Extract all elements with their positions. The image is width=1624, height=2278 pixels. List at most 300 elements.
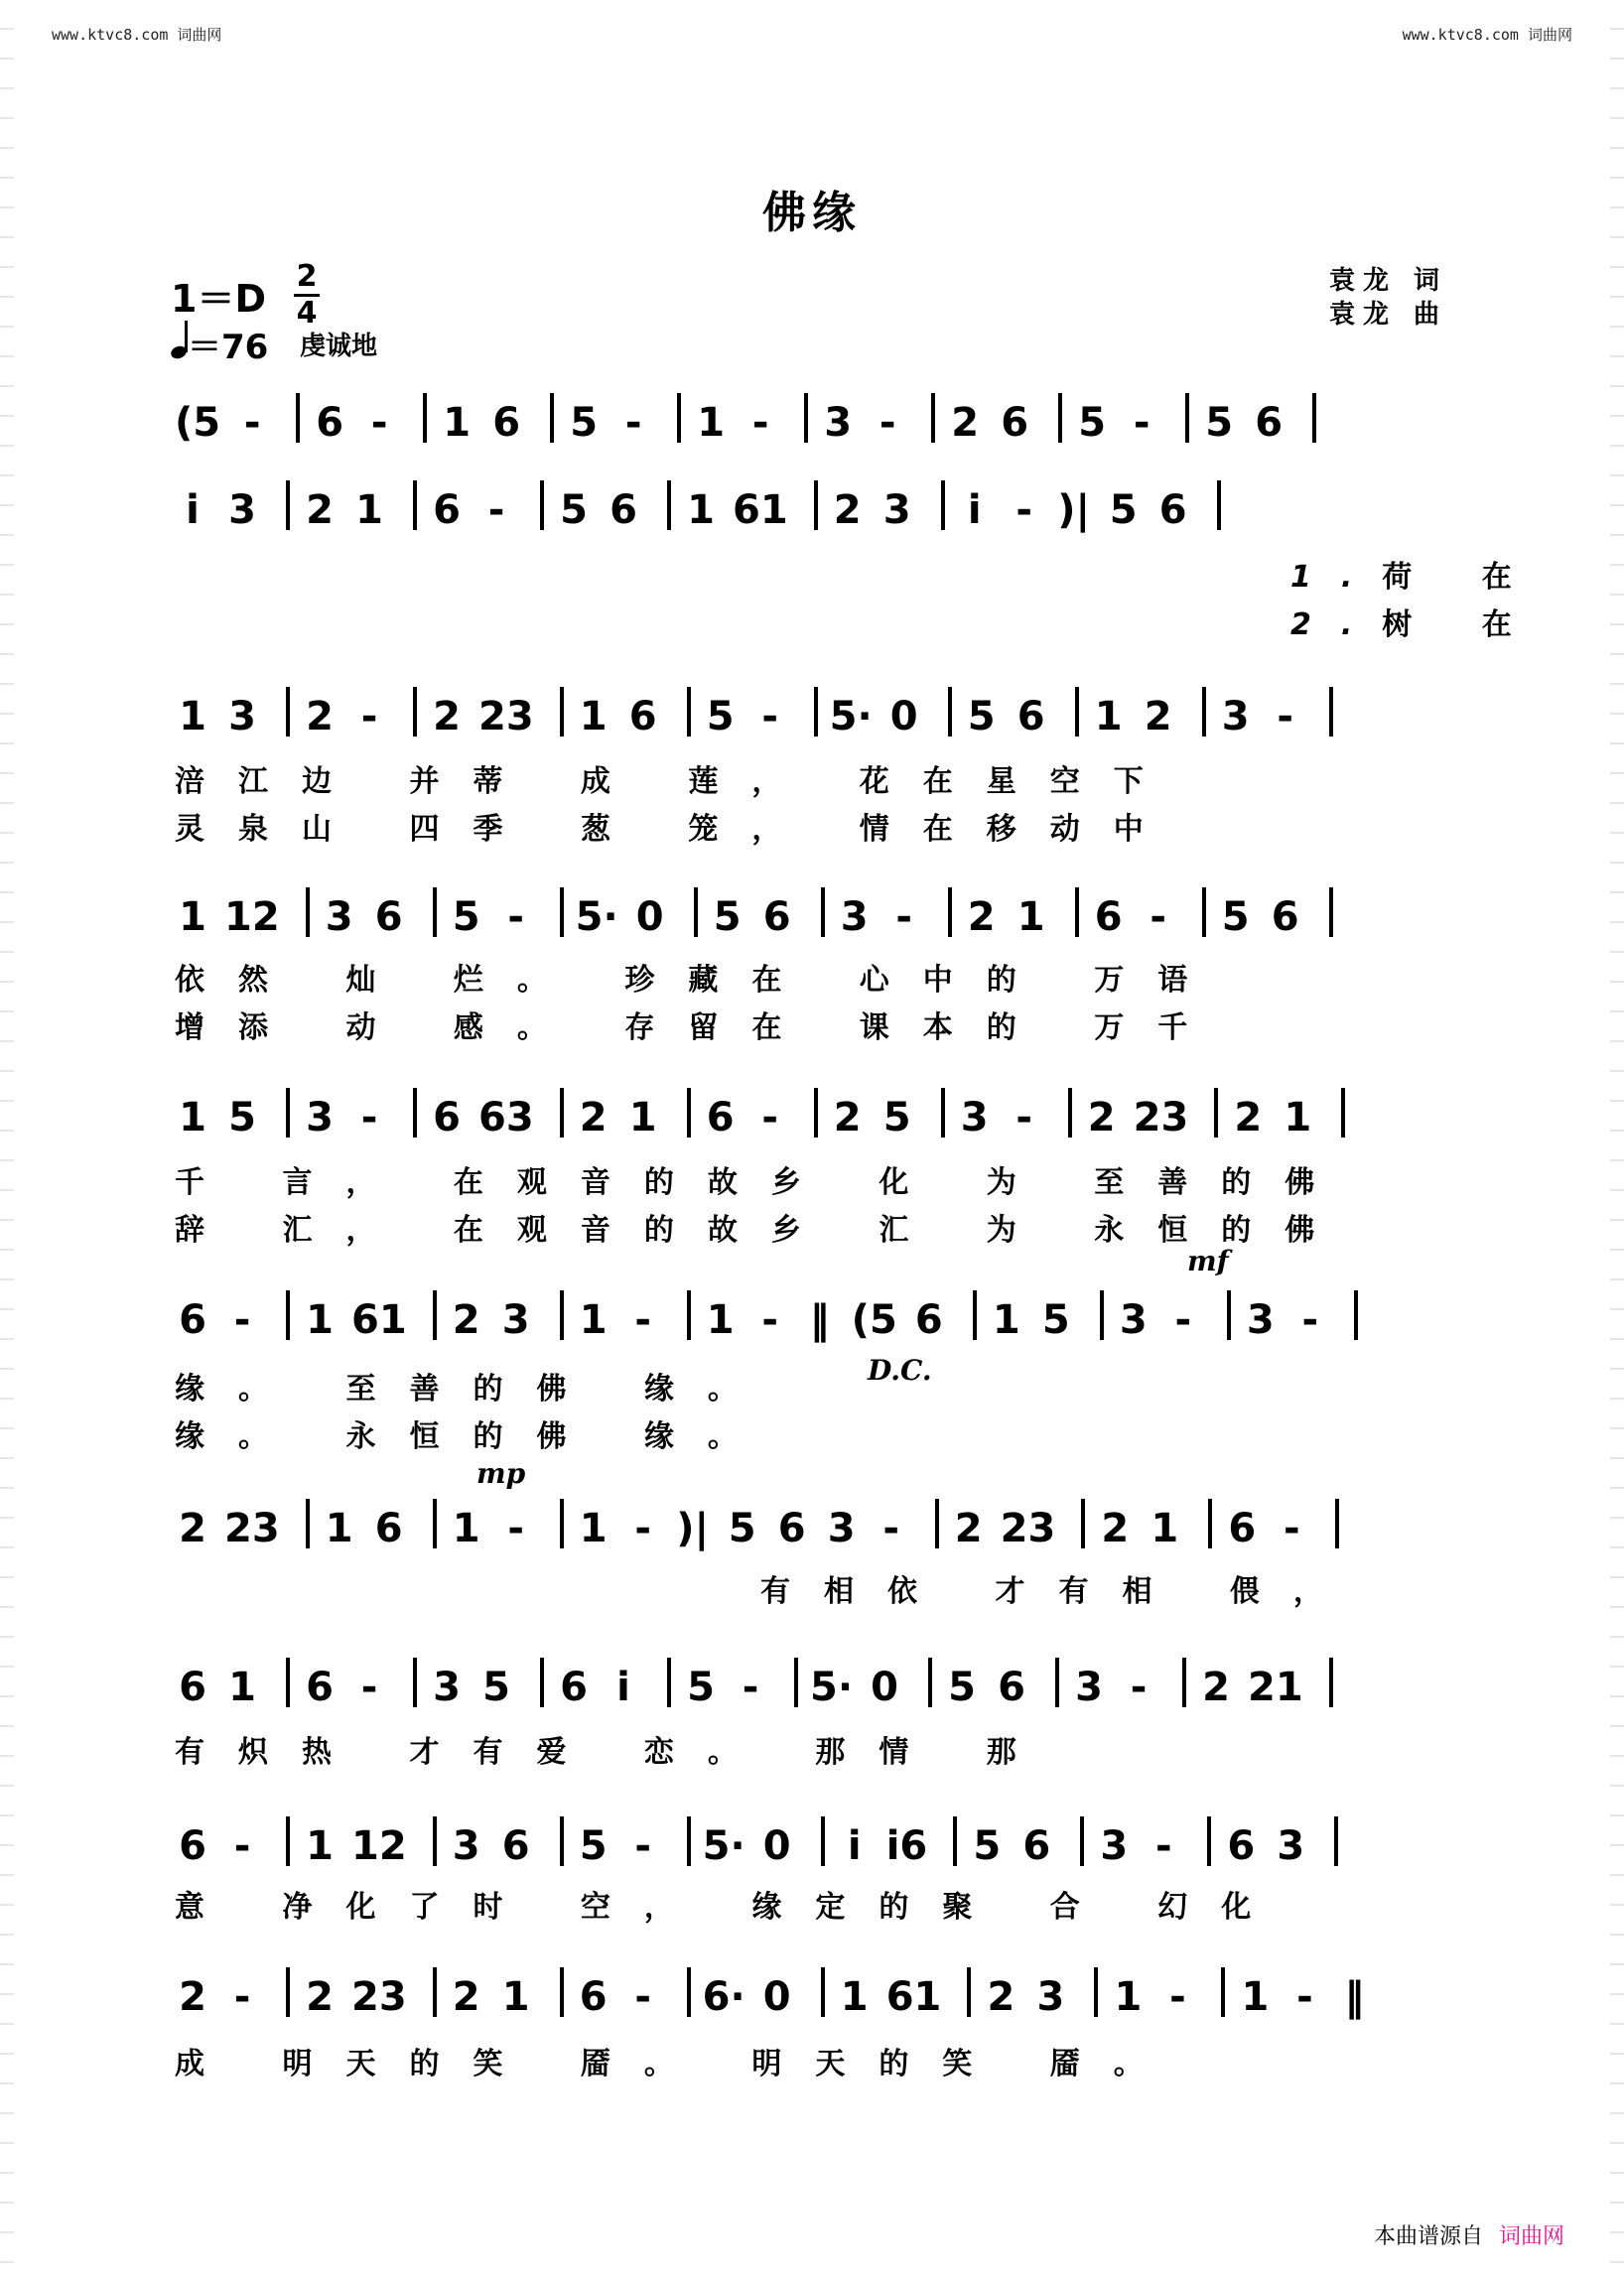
barline [560, 1967, 564, 2017]
note: 6 [433, 1095, 461, 1140]
note: 2 [306, 1974, 334, 2020]
dc-marking: D.C. [868, 1354, 932, 1387]
meter-bottom: 4 [296, 296, 318, 331]
note: 2 [179, 1506, 206, 1551]
note: - [243, 400, 261, 446]
note: 2 [1144, 694, 1172, 739]
footer-source [1374, 2219, 1564, 2250]
note: - [360, 694, 378, 739]
lyric-4-verse-2: 增添 动 感。 存留在 课本的 万千 [175, 1010, 1222, 1045]
note: - [1154, 1823, 1172, 1869]
barline [953, 1816, 957, 1866]
dynamic-mp: mp [476, 1457, 526, 1490]
note: 61 [885, 1974, 942, 2020]
note: - [751, 400, 769, 446]
note: - [624, 400, 642, 446]
barline [814, 1088, 818, 1138]
note: 1 [1241, 1974, 1270, 2020]
score-system-7 [175, 1499, 1455, 1551]
barline [687, 1816, 691, 1866]
lyric-10: 成 明天的笑 靥。 明天的笑 靥。 [175, 2047, 1177, 2081]
note: 3 [1119, 1297, 1148, 1343]
song-title: 佛缘 [762, 188, 862, 238]
note: 5 [687, 1665, 715, 1710]
note: 6 [501, 1823, 530, 1869]
barline [687, 687, 691, 737]
barline [423, 393, 427, 443]
note: 5· [810, 1665, 854, 1710]
note: 3 [1100, 1823, 1129, 1869]
barline [667, 480, 671, 530]
note: (5 [851, 1297, 897, 1343]
note: 5 [882, 1095, 911, 1140]
barline [560, 687, 564, 737]
note: 5 [1221, 894, 1250, 940]
lyric-7: 有相依 才有相 偎， [760, 1574, 1357, 1609]
note: 5 [570, 400, 599, 446]
barline [413, 687, 417, 737]
note: 6 [609, 487, 637, 533]
note: 2 [579, 1095, 608, 1140]
note: 3 [306, 1095, 334, 1140]
note: 2 [954, 1506, 983, 1551]
barline [1217, 480, 1221, 530]
note: 5 [713, 894, 742, 940]
note: - [634, 1506, 651, 1551]
score-system-8 [175, 1658, 1455, 1710]
barline [687, 1290, 691, 1340]
score-system-1 [175, 393, 1455, 446]
lyric-3-verse-1: 涪江边 并蒂 成 莲， 花在星空下 [175, 764, 1177, 799]
note: 2 [1087, 1095, 1116, 1140]
note: 2 [1202, 1665, 1230, 1710]
barline [1341, 1088, 1345, 1138]
note: - [1015, 487, 1032, 533]
barline [413, 1088, 417, 1138]
note: 6 [1227, 1823, 1256, 1869]
note: - [634, 1823, 651, 1869]
note: 1 [687, 487, 715, 533]
note: )| [676, 1506, 710, 1551]
barline [286, 1088, 290, 1138]
barline [694, 887, 698, 937]
note: 63 [478, 1095, 534, 1140]
barline [1208, 1499, 1212, 1548]
note: 23 [1133, 1095, 1189, 1140]
note: 5· [575, 894, 618, 940]
barline [560, 1816, 564, 1866]
note: 1 [355, 487, 383, 533]
barline [1202, 687, 1206, 737]
barline [286, 1816, 290, 1866]
note: 1 [628, 1095, 657, 1140]
note: 3 [882, 487, 911, 533]
barline [973, 1290, 977, 1340]
note: 2 [967, 894, 996, 940]
note: 6 [1271, 894, 1299, 940]
barline [941, 1088, 945, 1138]
barline [1335, 1499, 1339, 1548]
dynamic-mf: mf [1187, 1245, 1229, 1277]
note: 6 [179, 1297, 206, 1343]
note: i [186, 487, 200, 533]
note: - [1133, 400, 1150, 446]
time-signature [294, 259, 320, 331]
barline [677, 393, 681, 443]
note: 5 [1078, 400, 1107, 446]
note: - [634, 1297, 651, 1343]
note: 1 [306, 1297, 334, 1343]
barline [306, 1499, 310, 1548]
note: i6 [885, 1823, 928, 1869]
note: 3 [1221, 694, 1250, 739]
note: - [233, 1974, 251, 2020]
note: 3 [827, 1506, 856, 1551]
note: 21 [1248, 1665, 1303, 1710]
barline [433, 1290, 437, 1340]
note: - [507, 894, 524, 940]
barline [1329, 1658, 1333, 1707]
score-system-9 [175, 1816, 1455, 1869]
note: ‖ [809, 1297, 830, 1343]
lyric-5-verse-2: 辞 汇， 在观音的故乡 汇 为 永恒的佛 [175, 1213, 1349, 1248]
note: - [360, 1095, 378, 1140]
note: 6 [1255, 400, 1284, 446]
note: 6 [914, 1297, 943, 1343]
note: 1 [501, 1974, 530, 2020]
barline [1058, 393, 1062, 443]
note: - [742, 1665, 759, 1710]
barline [814, 687, 818, 737]
barline [1221, 1967, 1225, 2017]
note: 2 [306, 487, 334, 533]
note: 5 [948, 1665, 976, 1710]
barline [560, 1499, 564, 1548]
barline [667, 1658, 671, 1707]
barline [433, 1816, 437, 1866]
note: - [761, 694, 778, 739]
barline [821, 1967, 825, 2017]
note: 3 [1036, 1974, 1065, 2020]
barline [1075, 887, 1079, 937]
note: 0 [635, 894, 664, 940]
note: 2 [1234, 1095, 1263, 1140]
note: )| [1057, 487, 1091, 533]
note: - [1169, 1974, 1186, 2020]
barline [413, 480, 417, 530]
note: 5 [706, 694, 735, 739]
barline [1182, 1658, 1186, 1707]
score-system-4 [175, 887, 1455, 940]
note: 0 [889, 694, 918, 739]
note: 3 [433, 1665, 461, 1710]
barline [1075, 687, 1079, 737]
note: 23 [1000, 1506, 1056, 1551]
barline [1329, 887, 1333, 937]
right-margin-strip [1610, 0, 1624, 2278]
lyric-9: 意 净化了时 空， 缘定的聚 合 幻化 [175, 1890, 1286, 1925]
note: 6 [579, 1974, 608, 2020]
barline [560, 1290, 564, 1340]
note: 6 [706, 1095, 735, 1140]
verse-2-intro: 2.树 在 [1290, 607, 1542, 642]
note: 3 [325, 894, 353, 940]
note: 1 [579, 1506, 608, 1551]
expression-marking: 虔诚地 [300, 332, 378, 361]
note: - [634, 1974, 651, 2020]
note: 12 [351, 1823, 407, 1869]
note: 6 [179, 1823, 206, 1869]
note: 3 [840, 894, 869, 940]
note: - [1130, 1665, 1148, 1710]
left-margin-strip [0, 0, 14, 2278]
barline [1227, 1290, 1231, 1340]
note: 2 [833, 487, 862, 533]
lyric-4-verse-1: 依然 灿 烂。 珍藏在 心中的 万语 [175, 963, 1222, 998]
note: 6 [179, 1665, 206, 1710]
barline [560, 1088, 564, 1138]
note: (5 [175, 400, 221, 446]
note: 2 [179, 1974, 206, 2020]
barline [687, 1088, 691, 1138]
note: - [1296, 1974, 1313, 2020]
footer-brand-link[interactable]: 词曲网 [1498, 2224, 1564, 2249]
barline [286, 1658, 290, 1707]
note: 0 [762, 1823, 791, 1869]
note: 1 [228, 1665, 256, 1710]
note: 6 [777, 1506, 806, 1551]
note: - [1301, 1297, 1319, 1343]
barline [286, 687, 290, 737]
note: 5 [973, 1823, 1002, 1869]
barline [1334, 1816, 1338, 1866]
note: 6 [628, 694, 657, 739]
note: 3 [1277, 1823, 1305, 1869]
note: 3 [824, 400, 853, 446]
note: - [487, 487, 505, 533]
score-system-2 [175, 480, 1455, 533]
note: - [1015, 1095, 1032, 1140]
note: 6 [306, 1665, 334, 1710]
note: 1 [1114, 1974, 1143, 2020]
barline [1354, 1290, 1358, 1340]
barline [941, 480, 945, 530]
barline [1055, 1658, 1059, 1707]
note: 1 [1284, 1095, 1312, 1140]
note: 3 [1246, 1297, 1275, 1343]
barline [967, 1967, 971, 2017]
note: 1 [1150, 1506, 1179, 1551]
note: 3 [960, 1095, 989, 1140]
tempo-marking [171, 320, 268, 368]
barline [687, 1967, 691, 2017]
key-signature: 1＝D [171, 277, 266, 321]
note: 3 [228, 694, 256, 739]
note: 1 [992, 1297, 1020, 1343]
note: 6 [1094, 894, 1123, 940]
note: 5 [560, 487, 588, 533]
note: 23 [351, 1974, 407, 2020]
score-system-3 [175, 687, 1455, 737]
note: 6 [374, 1506, 403, 1551]
note: 6 [374, 894, 403, 940]
note: - [1174, 1297, 1192, 1343]
note: 1 [443, 400, 472, 446]
note: 6 [998, 1665, 1025, 1710]
note: 61 [351, 1297, 407, 1343]
note: 2 [452, 1974, 480, 2020]
barline [550, 393, 554, 443]
note: - [882, 1506, 899, 1551]
meter-top: 2 [296, 259, 318, 294]
note: 5 [452, 894, 480, 940]
score-system-6 [175, 1290, 1455, 1343]
note: 6 [762, 894, 791, 940]
barline [1081, 1499, 1085, 1548]
lyric-5-verse-1: 千 言， 在观音的故乡 化 为 至善的佛 [175, 1165, 1349, 1200]
note: - [360, 1665, 378, 1710]
note: ‖ [1344, 1974, 1365, 2020]
note: 2 [951, 400, 980, 446]
barline [1185, 393, 1189, 443]
score-system-10 [175, 1967, 1455, 2020]
note: 6 [1001, 400, 1029, 446]
header-left-url: www.ktvc8.com 词曲网 [52, 26, 222, 44]
note: 1 [579, 1297, 608, 1343]
note: - [761, 1095, 778, 1140]
barline [560, 887, 564, 937]
barline [821, 887, 825, 937]
note: 1 [579, 694, 608, 739]
note: 5 [579, 1823, 608, 1869]
note: 12 [224, 894, 280, 940]
note: 5 [1109, 487, 1138, 533]
note: 1 [452, 1506, 480, 1551]
note: 3 [228, 487, 256, 533]
barline [540, 480, 544, 530]
note: 5 [967, 694, 996, 739]
note: 0 [762, 1974, 791, 2020]
note: - [233, 1297, 251, 1343]
barline [948, 887, 952, 937]
note: 1 [840, 1974, 869, 2020]
note: i [847, 1823, 862, 1869]
footer-source-text: 本曲谱源自 [1373, 2224, 1483, 2249]
note: 2 [306, 694, 334, 739]
barline [1207, 1816, 1211, 1866]
note: 3 [1075, 1665, 1103, 1710]
barline [296, 393, 300, 443]
note: 6 [433, 487, 461, 533]
barline [1068, 1088, 1072, 1138]
note: 5 [1041, 1297, 1070, 1343]
note: 23 [478, 694, 534, 739]
note: 61 [733, 487, 788, 533]
barline [286, 480, 290, 530]
note: 6 [492, 400, 521, 446]
note: i [616, 1665, 630, 1710]
barline [821, 1816, 825, 1866]
note: 5 [728, 1506, 756, 1551]
note: - [895, 894, 912, 940]
note: 2 [452, 1297, 480, 1343]
note: 6 [1158, 487, 1187, 533]
barline [286, 1967, 290, 2017]
composer-credit: 袁龙 曲 [1328, 300, 1447, 330]
note: 5 [1205, 400, 1234, 446]
note: 23 [224, 1506, 280, 1551]
note: 3 [501, 1297, 530, 1343]
note: - [1150, 894, 1166, 940]
note: i [967, 487, 982, 533]
barline [1329, 687, 1333, 737]
barline [1080, 1816, 1084, 1866]
score-system-5 [175, 1088, 1455, 1138]
verse-1-intro: 1.荷 在 [1290, 560, 1542, 595]
barline [1100, 1290, 1104, 1340]
note: 6 [1016, 694, 1045, 739]
note: 6 [1022, 1823, 1051, 1869]
note: 1 [325, 1506, 353, 1551]
note: 3 [452, 1823, 480, 1869]
barline [928, 1658, 932, 1707]
note: 1 [179, 694, 206, 739]
barline [433, 1499, 437, 1548]
barline [1202, 887, 1206, 937]
barline [931, 393, 935, 443]
note: - [879, 400, 896, 446]
note: - [1277, 694, 1293, 739]
note: 5 [482, 1665, 510, 1710]
barline [1214, 1088, 1218, 1138]
note: - [507, 1506, 524, 1551]
lyric-8: 有炽热 才有爱 恋。 那情 那 [175, 1735, 1050, 1770]
barline [306, 887, 310, 937]
barline [1094, 1967, 1098, 2017]
lyricist-credit: 袁龙 词 [1328, 266, 1447, 296]
lyric-6-verse-1: 缘。 至善的佛 缘。 [175, 1372, 771, 1407]
barline [540, 1658, 544, 1707]
note: 2 [987, 1974, 1015, 2020]
note: - [233, 1823, 251, 1869]
header-right-url: www.ktvc8.com 词曲网 [1402, 26, 1572, 44]
barline [794, 1658, 798, 1707]
note: 6 [1228, 1506, 1257, 1551]
barline [433, 887, 437, 937]
lyric-6-verse-2: 缘。 永恒的佛 缘。 [175, 1419, 771, 1454]
note: 1 [706, 1297, 735, 1343]
note: 6 [316, 400, 344, 446]
note: 1 [179, 894, 206, 940]
note: - [370, 400, 388, 446]
note: 2 [1101, 1506, 1130, 1551]
note: 5· [829, 694, 873, 739]
barline [433, 1967, 437, 2017]
barline [814, 480, 818, 530]
note: 2 [433, 694, 461, 739]
note: 0 [871, 1665, 898, 1710]
note: - [761, 1297, 778, 1343]
note: 5· [702, 1823, 745, 1869]
note: 6 [560, 1665, 588, 1710]
barline [413, 1658, 417, 1707]
barline [804, 393, 808, 443]
note: 1 [697, 400, 726, 446]
barline [286, 1290, 290, 1340]
note: 1 [1016, 894, 1045, 940]
note: 6· [702, 1974, 745, 2020]
note: - [1284, 1506, 1300, 1551]
